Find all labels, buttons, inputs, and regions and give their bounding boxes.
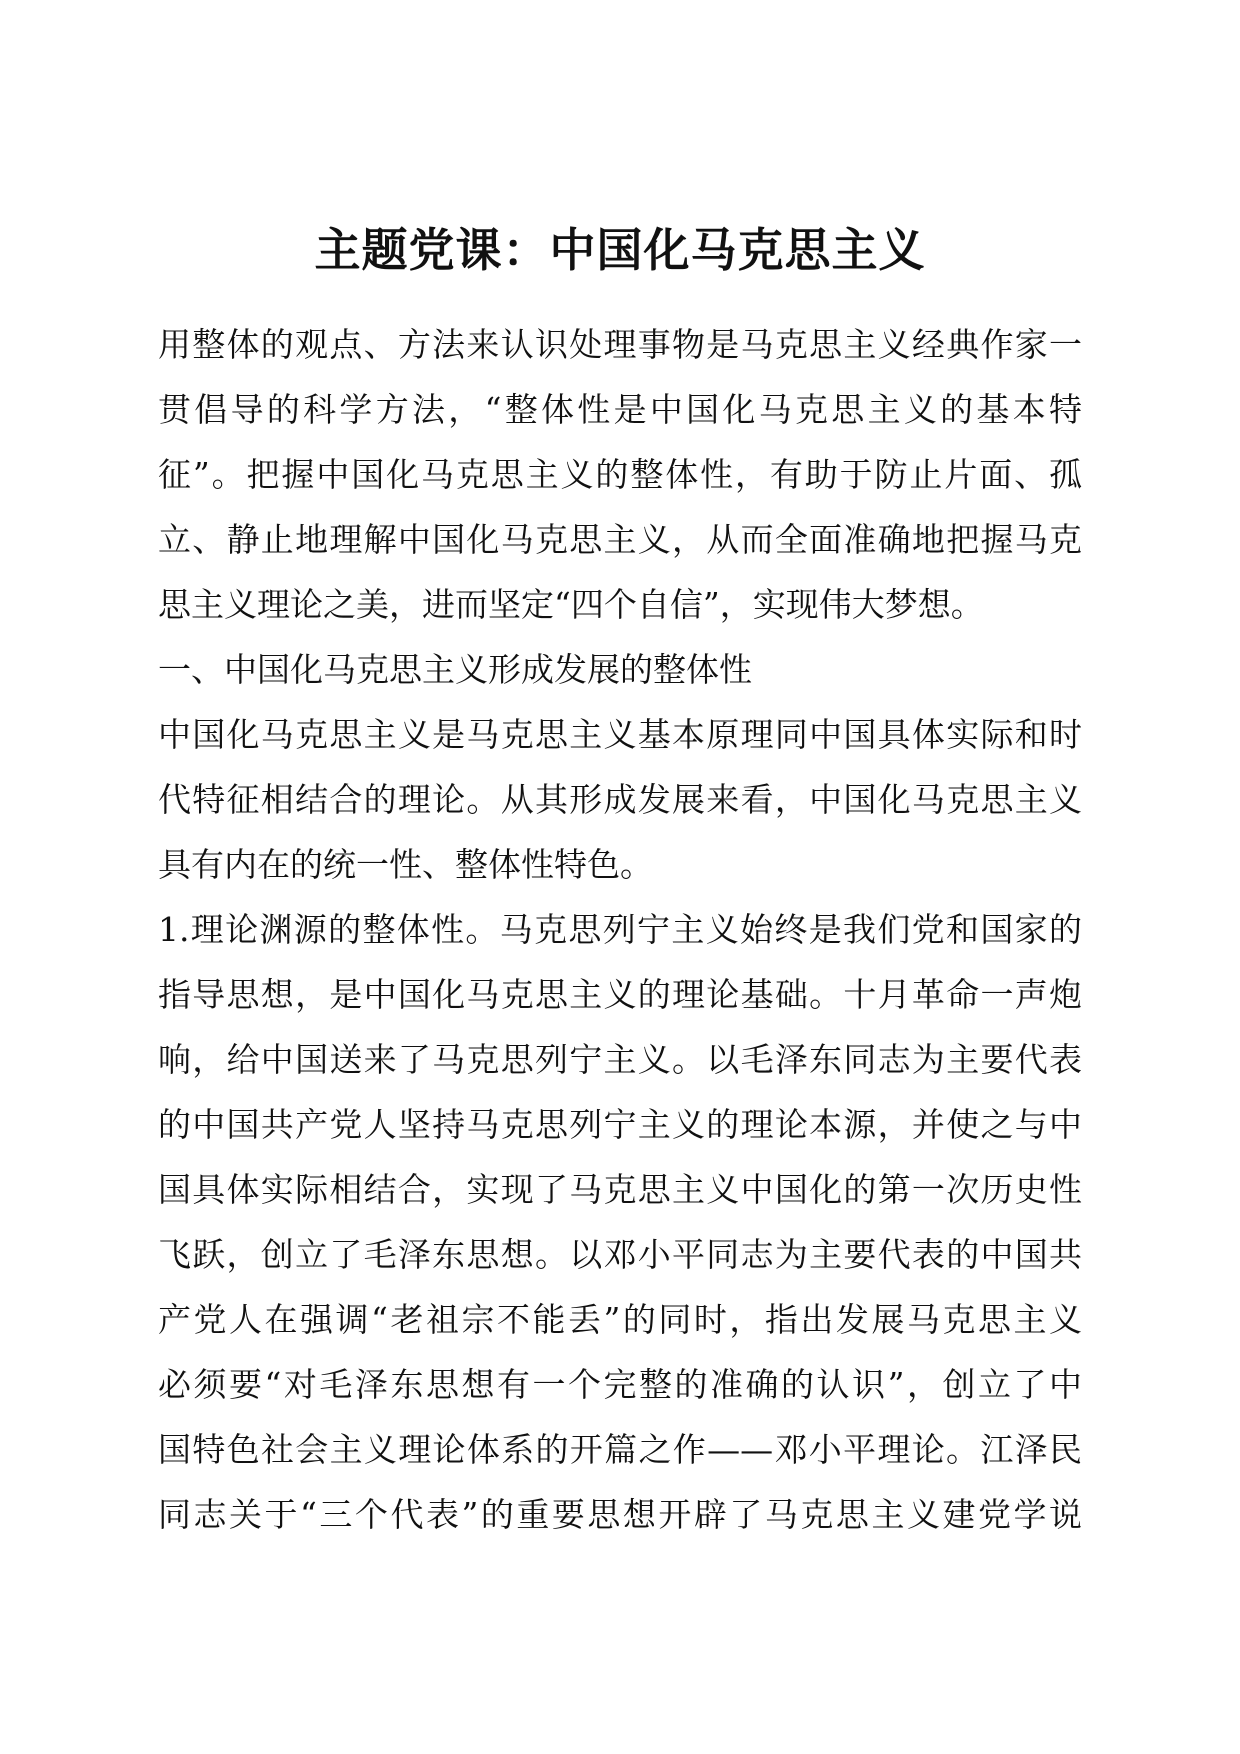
text-line: 具有内在的统一性、整体性特色。 xyxy=(158,845,653,884)
text-line: 用整体的观点、方法来认识处理事物是马克思主义经典作家一 xyxy=(158,325,1082,364)
text-line: 中国化马克思主义是马克思主义基本原理同中国具体实际和时 xyxy=(158,715,1082,754)
text-line: 贯倡导的科学方法，“整体性是中国化马克思主义的基本特 xyxy=(158,390,1082,429)
section-heading: 一、中国化马克思主义形成发展的整体性 xyxy=(158,650,752,689)
text-line: 代特征相结合的理论。从其形成发展来看，中国化马克思主义 xyxy=(158,780,1082,819)
document-body xyxy=(158,312,1082,1547)
point-paragraph xyxy=(158,897,1082,1547)
text-line: 指导思想，是中国化马克思主义的理论基础。十月革命一声炮 xyxy=(158,975,1082,1014)
text-line: 征”。把握中国化马克思主义的整体性，有助于防止片面、孤 xyxy=(158,455,1082,494)
text-line: 同志关于“三个代表”的重要思想开辟了马克思主义建党学说 xyxy=(158,1495,1082,1534)
text-line: 立、静止地理解中国化马克思主义，从而全面准确地把握马克 xyxy=(158,520,1082,559)
text-line: 思主义理论之美，进而坚定“四个自信”，实现伟大梦想。 xyxy=(158,585,984,624)
text-line: 必须要“对毛泽东思想有一个完整的准确的认识”，创立了中 xyxy=(158,1365,1082,1404)
text-line: 国具体实际相结合，实现了马克思主义中国化的第一次历史性 xyxy=(158,1170,1082,1209)
intro-paragraph xyxy=(158,312,1082,637)
text-line: 产党人在强调“老祖宗不能丢”的同时，指出发展马克思主义 xyxy=(158,1300,1082,1339)
document-title: 主题党课：中国化马克思主义 xyxy=(314,223,926,277)
section-intro-paragraph xyxy=(158,702,1082,897)
text-line: 响，给中国送来了马克思列宁主义。以毛泽东同志为主要代表 xyxy=(158,1040,1082,1079)
text-line: 1.理论渊源的整体性。马克思列宁主义始终是我们党和国家的 xyxy=(158,910,1082,949)
text-line: 的中国共产党人坚持马克思列宁主义的理论本源，并使之与中 xyxy=(158,1105,1082,1144)
text-line: 国特色社会主义理论体系的开篇之作——邓小平理论。江泽民 xyxy=(158,1430,1082,1469)
text-line: 飞跃，创立了毛泽东思想。以邓小平同志为主要代表的中国共 xyxy=(158,1235,1082,1274)
